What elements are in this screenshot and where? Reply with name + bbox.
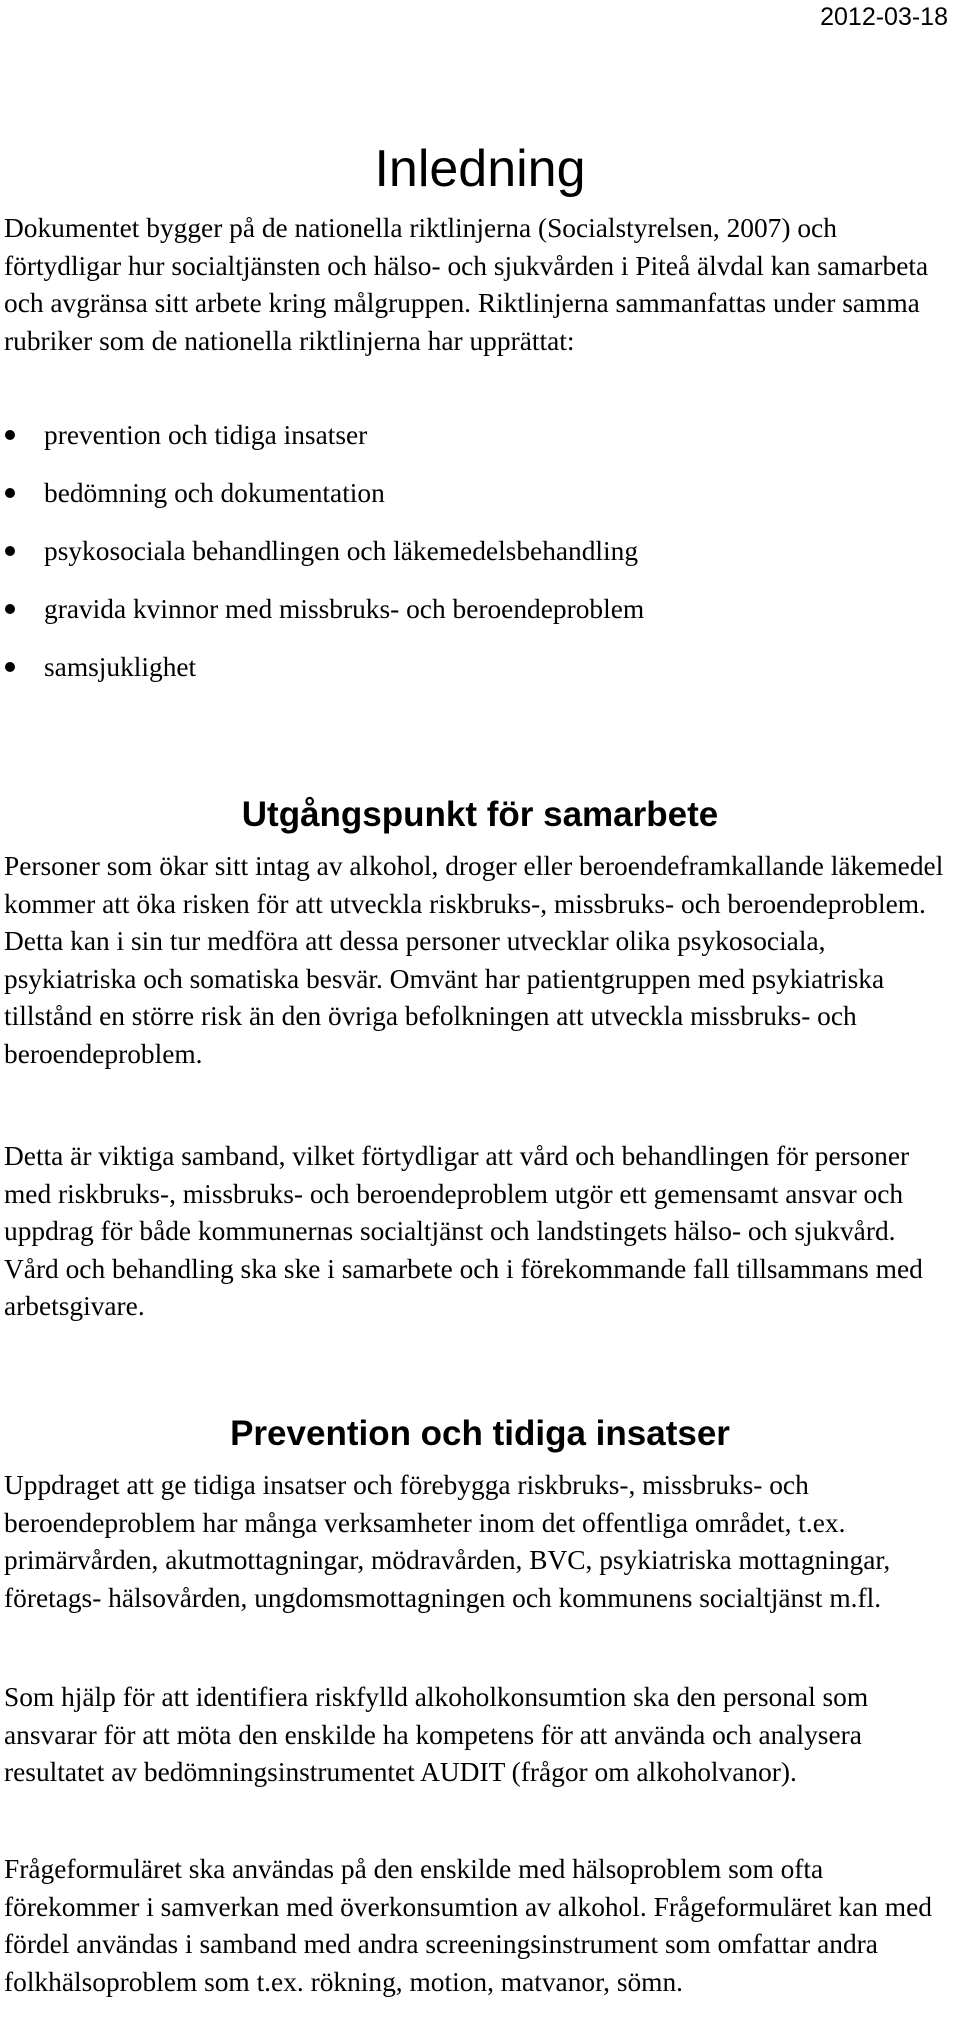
list-item-text: gravida kvinnor med missbruks- och beroendeproblem: [44, 594, 645, 624]
paragraph-utgangspunkt-1: Personer som ökar sitt intag av alkohol, droger eller beroendeframkallande läkemedel kommer att öka risken för att utveckla riskbruks-, missbruks- och beroendeproblem. Detta kan i sin tur medföra att dessa personer utvecklar olika psykosociala, psykiatriska och somatiska besvär. Omvänt har patientgruppen med psykiatriska tillstånd en större risk än den övriga befolkningen att utveckla missbruks- och beroendeproblem.: [4, 851, 944, 1069]
heading-prevention: Prevention och tidiga insatser: [230, 1414, 730, 1453]
heading-inledning: Inledning: [374, 140, 586, 198]
list-item: [0, 650, 950, 708]
paragraph-prevention-2: Som hjälp för att identifiera riskfylld alkoholkonsumtion ska den personal som ansvarar för att möta den enskilde ha kompetens för att använda och analysera resultatet av bedömningsinstrumentet AUDIT (frågor om alkoholvanor).: [4, 1682, 869, 1787]
list-item-text: psykosociala behandlingen och läkemedelsbehandling: [44, 536, 639, 566]
heading-utgangspunkt: Utgångspunkt för samarbete: [241, 795, 719, 834]
bullet-icon: [5, 662, 15, 672]
topic-bullet-list: [0, 418, 950, 708]
list-item: [0, 476, 950, 534]
list-item: [0, 534, 950, 592]
paragraph-intro: Dokumentet bygger på de nationella riktlinjerna (Socialstyrelsen, 2007) och förtydligar hur socialtjänsten och hälso- och sjukvården i Piteå älvdal kan samarbeta och avgränsa sitt arbete kring målgruppen. Riktlinjerna sammanfattas under samma rubriker som de nationella riktlinjerna har upprättat:: [4, 213, 929, 356]
paragraph-prevention-3: Frågeformuläret ska användas på den enskilde med hälsoproblem som ofta förekommer i samverkan med överkonsumtion av alkohol. Frågeformuläret kan med fördel användas i samband med andra screeningsinstrument som omfattar andra folkhälsoproblem som t.ex. rökning, motion, matvanor, sömn.: [4, 1854, 932, 1997]
bullet-icon: [5, 546, 15, 556]
list-item: [0, 592, 950, 650]
bullet-icon: [5, 430, 15, 440]
bullet-icon: [5, 604, 15, 614]
paragraph-prevention-1: Uppdraget att ge tidiga insatser och förebygga riskbruks-, missbruks- och beroendeproblem har många verksamheter inom det offentliga området, t.ex. primärvården, akutmottagningar, mödravården, BVC, psykiatriska mottagningar, företags- hälsovården, ungdomsmottagningen och kommunens socialtjänst m.fl.: [4, 1470, 891, 1613]
list-item-text: prevention och tidiga insatser: [44, 420, 368, 450]
list-item-text: bedömning och dokumentation: [44, 478, 385, 508]
list-item-text: samsjuklighet: [44, 652, 197, 682]
paragraph-utgangspunkt-2: Detta är viktiga samband, vilket förtydligar att vård och behandlingen för personer med riskbruks-, missbruks- och beroendeproblem utgör ett gemensamt ansvar och uppdrag för både kommunernas socialtjänst och landstingets hälso- och sjukvård. Vård och behandling ska ske i samarbete och i förekommande fall tillsammans med arbetsgivare.: [4, 1141, 923, 1321]
list-item: [0, 418, 950, 476]
bullet-icon: [5, 488, 15, 498]
page-date: 2012-03-18: [820, 3, 948, 31]
